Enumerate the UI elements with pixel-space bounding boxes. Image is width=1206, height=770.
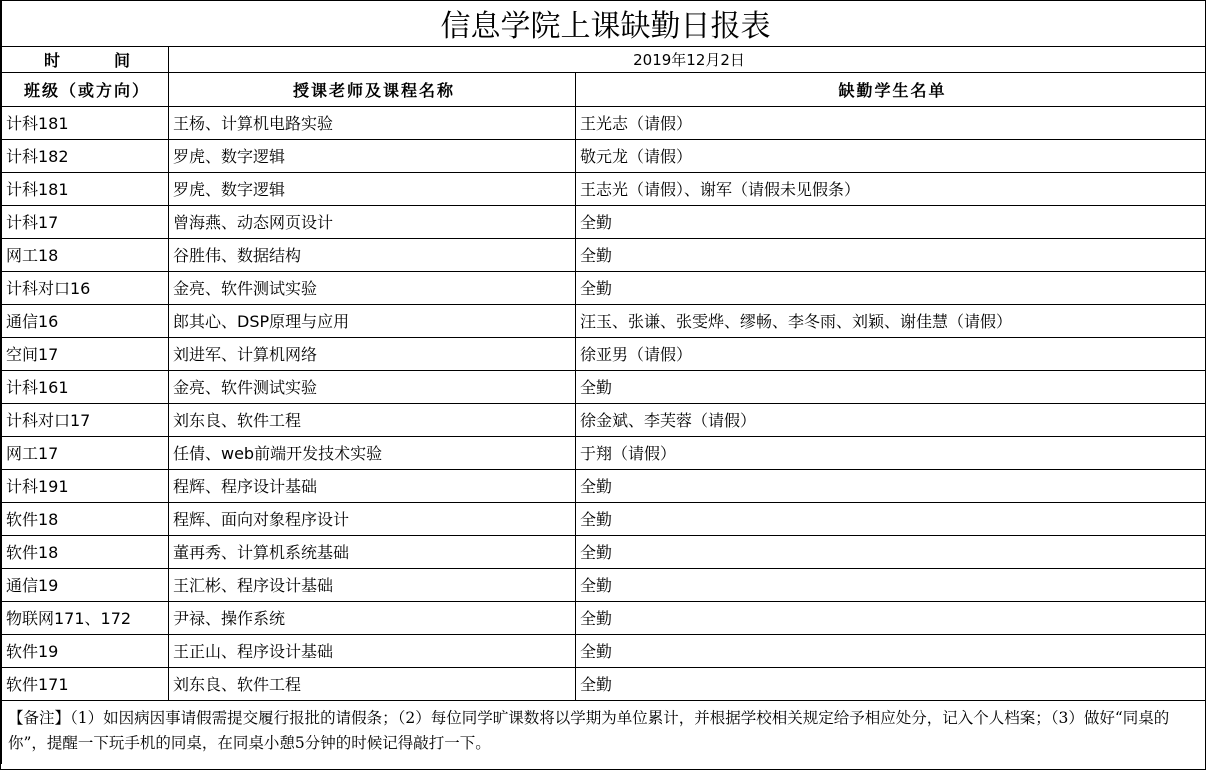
teacher-course-cell: 王杨、计算机电路实验 (169, 106, 576, 139)
absent-cell: 全勤 (576, 634, 1206, 667)
class-cell: 计科181 (2, 106, 169, 139)
teacher-course-cell: 罗虎、数字逻辑 (169, 139, 576, 172)
teacher-course-cell: 王正山、程序设计基础 (169, 634, 576, 667)
absent-cell: 全勤 (576, 601, 1206, 634)
absent-cell: 敬元龙（请假） (576, 139, 1206, 172)
table-row (2, 304, 1206, 337)
table-row (2, 172, 1206, 205)
table-row (2, 205, 1206, 238)
table-row (2, 337, 1206, 370)
teacher-course-cell: 尹禄、操作系统 (169, 601, 576, 634)
table-row (2, 403, 1206, 436)
absent-cell: 全勤 (576, 469, 1206, 502)
class-cell: 计科17 (2, 205, 169, 238)
teacher-course-cell: 刘东良、软件工程 (169, 403, 576, 436)
absent-cell: 全勤 (576, 271, 1206, 304)
absent-cell: 全勤 (576, 370, 1206, 403)
report-date: 2019年12月2日 (169, 46, 1206, 72)
teacher-course-cell: 程辉、程序设计基础 (169, 469, 576, 502)
class-cell: 计科对口17 (2, 403, 169, 436)
absent-cell: 徐金斌、李芙蓉（请假） (576, 403, 1206, 436)
teacher-course-cell: 王汇彬、程序设计基础 (169, 568, 576, 601)
time-row (2, 46, 1206, 72)
header-class: 班级（或方向） (2, 72, 169, 106)
table-row (2, 106, 1206, 139)
teacher-course-cell: 罗虎、数字逻辑 (169, 172, 576, 205)
teacher-course-cell: 刘进军、计算机网络 (169, 337, 576, 370)
absent-cell: 全勤 (576, 502, 1206, 535)
absent-cell: 全勤 (576, 238, 1206, 271)
teacher-course-cell: 郎其心、DSP原理与应用 (169, 304, 576, 337)
class-cell: 通信19 (2, 568, 169, 601)
class-cell: 软件19 (2, 634, 169, 667)
header-row (2, 72, 1206, 106)
class-cell: 计科161 (2, 370, 169, 403)
class-cell: 软件18 (2, 535, 169, 568)
table-row (2, 139, 1206, 172)
table-row (2, 370, 1206, 403)
class-cell: 网工18 (2, 238, 169, 271)
table-row (2, 535, 1206, 568)
absent-cell: 汪玉、张谦、张雯烨、缪畅、李冬雨、刘颖、谢佳慧（请假） (576, 304, 1206, 337)
class-cell: 软件171 (2, 667, 169, 700)
class-cell: 软件18 (2, 502, 169, 535)
table-row (2, 436, 1206, 469)
header-teacher-course: 授课老师及课程名称 (169, 72, 576, 106)
table-row (2, 238, 1206, 271)
teacher-course-cell: 程辉、面向对象程序设计 (169, 502, 576, 535)
title-row (2, 1, 1206, 46)
table-row (2, 601, 1206, 634)
absent-cell: 王志光（请假）、谢军（请假未见假条） (576, 172, 1206, 205)
teacher-course-cell: 董再秀、计算机系统基础 (169, 535, 576, 568)
table-row (2, 502, 1206, 535)
teacher-course-cell: 金亮、软件测试实验 (169, 370, 576, 403)
table-row (2, 271, 1206, 304)
teacher-course-cell: 曾海燕、动态网页设计 (169, 205, 576, 238)
header-absent: 缺勤学生名单 (576, 72, 1206, 106)
class-cell: 网工17 (2, 436, 169, 469)
class-cell: 计科181 (2, 172, 169, 205)
absent-cell: 全勤 (576, 205, 1206, 238)
table-row (2, 469, 1206, 502)
time-label (2, 46, 169, 72)
class-cell: 空间17 (2, 337, 169, 370)
table-row (2, 667, 1206, 700)
note-row (2, 700, 1206, 764)
teacher-course-cell: 金亮、软件测试实验 (169, 271, 576, 304)
class-cell: 计科182 (2, 139, 169, 172)
teacher-course-cell: 谷胜伟、数据结构 (169, 238, 576, 271)
attendance-table (1, 1, 1206, 764)
absent-cell: 全勤 (576, 568, 1206, 601)
table-row (2, 568, 1206, 601)
time-label-b: 间 (113, 50, 130, 70)
absent-cell: 全勤 (576, 535, 1206, 568)
class-cell: 计科191 (2, 469, 169, 502)
absent-cell: 全勤 (576, 667, 1206, 700)
time-label-a: 时 (43, 50, 60, 70)
class-cell: 计科对口16 (2, 271, 169, 304)
class-cell: 通信16 (2, 304, 169, 337)
table-row (2, 634, 1206, 667)
absent-cell: 徐亚男（请假） (576, 337, 1206, 370)
teacher-course-cell: 刘东良、软件工程 (169, 667, 576, 700)
class-cell: 物联网171、172 (2, 601, 169, 634)
remarks-note: 【备注】（1）如因病因事请假需提交履行报批的请假条；（2）每位同学旷课数将以学期为单位累计，并根据学校相关规定给予相应处分，记入个人档案；（3）做好“同桌的你”，提醒一下玩手机的同桌，在同桌小憩5分钟的时候记得敲打一下。 (2, 700, 1206, 764)
teacher-course-cell: 任倩、web前端开发技术实验 (169, 436, 576, 469)
report-title: 信息学院上课缺勤日报表 (2, 1, 1206, 46)
absent-cell: 王光志（请假） (576, 106, 1206, 139)
absent-cell: 于翔（请假） (576, 436, 1206, 469)
